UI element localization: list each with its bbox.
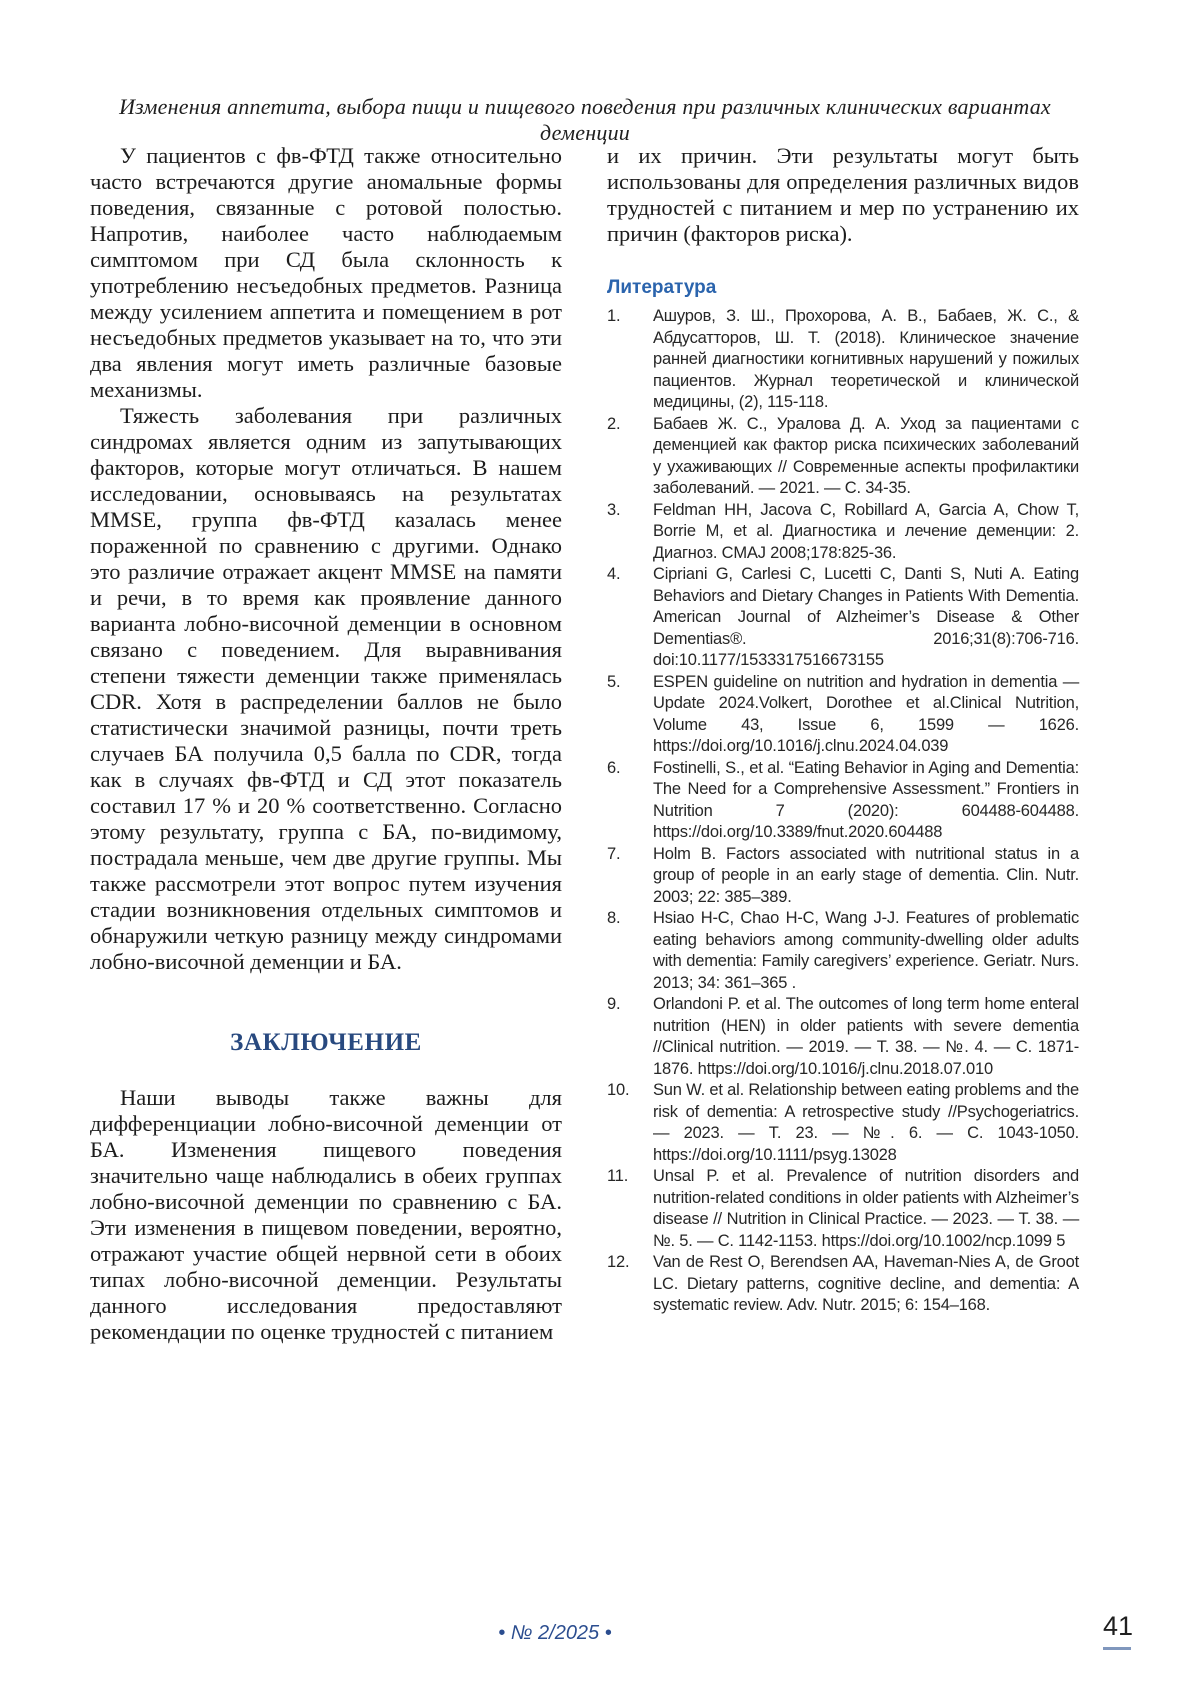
reference-item <box>607 758 1079 844</box>
right-column <box>607 143 1079 1345</box>
reference-number: 4. <box>607 565 621 583</box>
reference-item <box>607 500 1079 565</box>
reference-number: 6. <box>607 758 621 777</box>
reference-text: Sun W. et al. Relationship between eating problems and the risk of dementia: A retrospective study //Psychogeriatrics. — 2023. — Т. 23. — №. 6. — С. 1043-1050. https://doi.org/10.1111/psyg.13028 <box>653 1081 1079 1164</box>
reference-text: Бабаев Ж. С., Уралова Д. А. Уход за пациентами с деменцией как фактор риска психических заболеваний у ухаживающих // Современные аспекты профилактики заболеваний. — 2021. — С. 34-35. <box>653 414 1079 497</box>
reference-number: 10. <box>607 1081 630 1099</box>
reference-item <box>607 564 1079 672</box>
reference-item <box>607 994 1079 1080</box>
reference-item <box>607 306 1079 414</box>
reference-item <box>607 1166 1079 1252</box>
left-column <box>90 143 562 1345</box>
reference-number: 5. <box>607 672 621 691</box>
reference-text: Fostinelli, S., et al. “Eating Behavior in Aging and Dementia: The Need for a Comprehensive Assessment.” Frontiers in Nutrition 7 (2020): 604488-604488. https://doi.org/10.3389/fnut.2020.604488 <box>653 758 1079 841</box>
reference-item <box>607 908 1079 994</box>
reference-item <box>607 672 1079 758</box>
reference-number: 2. <box>607 414 621 433</box>
reference-text: Orlandoni P. et al. The outcomes of long term home enteral nutrition (HEN) in older patients with severe dementia //Clinical nutrition. — 2019. — Т. 38. — №. 4. — С. 1871-1876. https://doi.org/10.1016/j.clnu.2018.07.010 <box>653 995 1079 1078</box>
reference-number: 1. <box>607 307 621 325</box>
reference-text: Hsiao H-C, Chao H-C, Wang J-J. Features of problematic eating behaviors among community-dwelling older adults with dementia: Family caregivers’ experience. Geriatr. Nurs. 2013; 34: 361–365 . <box>653 909 1079 992</box>
reference-item <box>607 1252 1079 1317</box>
reference-text: Ашуров, З. Ш., Прохорова, А. В., Бабаев, Ж. С., & Абдусатторов, Ш. Т. (2018). Клиническое значение ранней диагностики когнитивных нарушений у пожилых пациентов. Журнал теоретической и клинической медицины, (2), 115-118. <box>653 307 1079 411</box>
page-number-underline <box>1103 1647 1131 1650</box>
reference-text: Cipriani G, Carlesi C, Lucetti C, Danti S, Nuti A. Eating Behaviors and Dietary Changes in Patients With Dementia. American Journal of Alzheimer’s Disease & Other Dementias®. 2016;31(8):706-716. doi:10.1177/1533317516673155 <box>653 565 1079 669</box>
two-column-layout <box>90 143 1080 1345</box>
reference-number: 8. <box>607 909 621 927</box>
conclusion-heading: ЗАКЛЮЧЕНИЕ <box>230 1029 422 1056</box>
references-heading: Литература <box>607 277 717 298</box>
reference-number: 11. <box>607 1167 629 1185</box>
reference-number: 12. <box>607 1253 630 1271</box>
reference-text: Unsal P. et al. Prevalence of nutrition disorders and nutrition-related conditions in older patients with Alzheimer’s disease // Nutrition in Clinical Practice. — 2023. — Т. 38. — №. 5. — С. 1142-1153. https://doi.org/10.1002/ncp.1099 5 <box>653 1167 1079 1250</box>
reference-item <box>607 844 1079 909</box>
running-head: Изменения аппетита, выбора пищи и пищевого поведения при различных клинических вариантах деменции <box>119 94 1051 145</box>
reference-number: 9. <box>607 995 621 1013</box>
body-paragraph: и их причин. Эти результаты могут быть использованы для определения различных видов трудностей с питанием и мер по устранению их причин (факторов риска). <box>607 143 1079 246</box>
body-paragraph: Наши выводы также важны для дифференциации лобно-височной деменции от БА. Изменения пищевого поведения значительно чаще наблюдались в обеих группах лобно-височной деменции по сравнению с БА. Эти изменения в пищевом поведении, вероятно, отражают участие общей нервной сети в обоих типах лобно-височной деменции. Результаты данного исследования предоставляют рекомендации по оценке трудностей с питанием <box>90 1085 562 1344</box>
reference-text: ESPEN guideline on nutrition and hydration in dementia — Update 2024.Volkert, Dorothee et al.Clinical Nutrition, Volume 43, Issue 6, 1599 — 1626. https://doi.org/10.1016/j.clnu.2024.04.039 <box>653 672 1079 755</box>
reference-text: Holm B. Factors associated with nutritional status in a group of people in an early stage of dementia. Clin. Nutr. 2003; 22: 385–389. <box>653 844 1079 906</box>
footer-issue-label: • № 2/2025 • <box>498 1622 612 1644</box>
reference-number: 7. <box>607 844 621 863</box>
reference-text: Feldman HH, Jacova C, Robillard A, Garcia A, Chow T, Borrie M, et al. Диагностика и лечение деменции: 2. Диагноз. CMAJ 2008;178:825-36. <box>653 500 1079 562</box>
reference-number: 3. <box>607 500 621 519</box>
reference-item <box>607 414 1079 500</box>
reference-text: Van de Rest O, Berendsen AA, Haveman-Nies A, de Groot LC. Dietary patterns, cognitive decline, and dementia: A systematic review. Adv. Nutr. 2015; 6: 154–168. <box>653 1253 1079 1314</box>
body-paragraph: Тяжесть заболевания при различных синдромах является одним из запутывающих факторов, которые могут отличаться. В нашем исследовании, основываясь на результатах MMSE, группа фв-ФТД казалась менее пораженной по сравнению с другими. Однако это различие отражает акцент MMSE на памяти и речи, в то время как проявление данного варианта лобно-височной деменции в основном связано с поведением. Для выравнивания степени тяжести деменции также применялась CDR. Хотя в распределении баллов не было статистически значимой разницы, почти треть случаев БА получила 0,5 балла по CDR, тогда как в случаях фв-ФТД и СД этот показатель составил 17 % и 20 % соответственно. Согласно этому результату, группа с БА, по-видимому, пострадала меньше, чем две другие группы. Мы также рассмотрели этот вопрос путем изучения стадии возникновения отдельных симптомов и обнаружили четкую разницу между синдромами лобно-височной деменции и БА. <box>90 403 562 974</box>
reference-item <box>607 1080 1079 1166</box>
body-paragraph: У пациентов с фв-ФТД также относительно часто встречаются другие аномальные формы поведения, связанные с ротовой полостью. Напротив, наиболее часто наблюдаемым симптомом при СД была склонность к употреблению несъедобных предметов. Разница между усилением аппетита и помещением в рот несъедобных предметов указывает на то, что эти два явления могут иметь различные базовые механизмы. <box>90 143 562 402</box>
references-list <box>607 306 1079 1317</box>
page-number: 41 <box>1102 1611 1134 1641</box>
